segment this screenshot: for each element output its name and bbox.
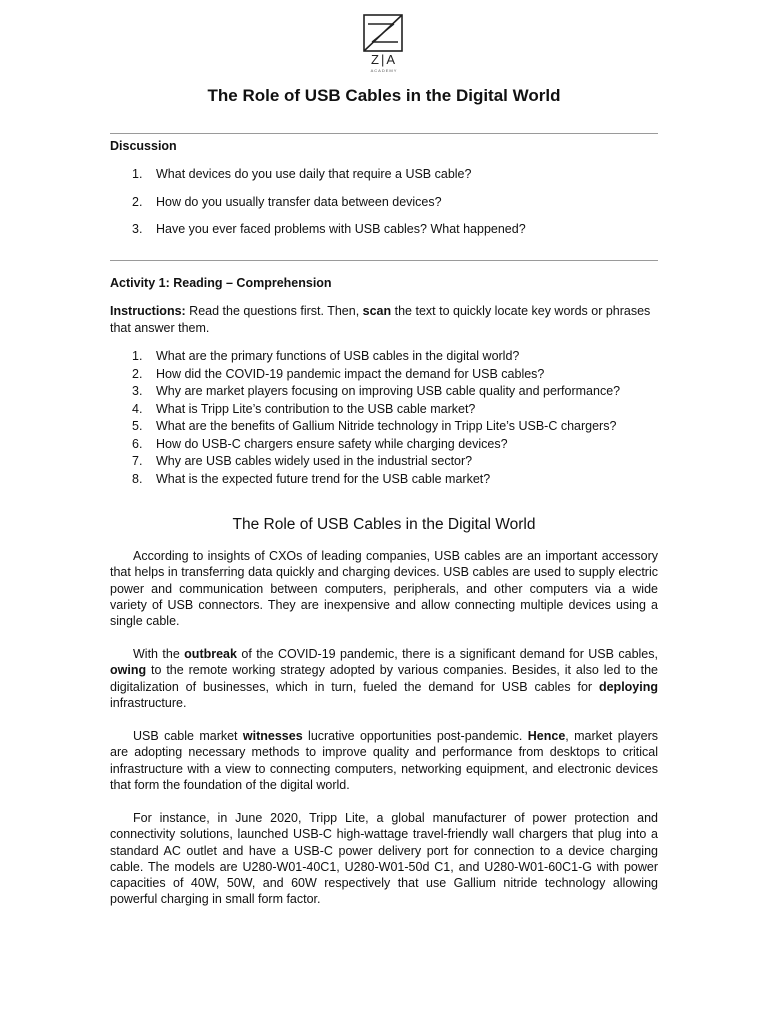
p3-keyword-hence: Hence [527, 729, 566, 743]
p2-keyword-outbreak: outbreak [184, 647, 237, 661]
list-item-text: What are the primary functions of USB cables in the digital world? [156, 349, 520, 363]
list-item-text: Why are USB cables widely used in the industrial sector? [156, 454, 473, 468]
list-item-text: How did the COVID-19 pandemic impact the demand for USB cables? [156, 366, 545, 381]
logo-letters: Z|A [371, 52, 397, 67]
list-item-number: 2. [132, 194, 143, 209]
list-item [110, 221, 658, 249]
list-item-text: How do USB-C chargers ensure safety while charging devices? [156, 436, 508, 451]
p2-segment: With the [133, 647, 185, 661]
zia-academy-logo [361, 12, 407, 80]
logo-subtitle: ACADEMY [370, 68, 398, 73]
p3-segment: , market players are adopting necessary methods to improve quality and performance from desktops to critical infrastructure with a view to connecting computers, networking equipment, and electronic devices that form the foundation of the digital world. [110, 729, 658, 792]
list-item-number: 7. [132, 454, 143, 468]
list-item-number: 4. [132, 401, 143, 416]
p2-keyword-deploying: deploying [598, 679, 658, 694]
instructions-part1: Read the questions first. Then, [185, 304, 363, 318]
p3-keyword-witnesses: witnesses [242, 729, 303, 743]
p3-segment: lucrative opportunities post-pandemic. [302, 729, 528, 743]
list-item-text: What devices do you use daily that require a USB cable? [156, 167, 472, 181]
list-item-text: What is the expected future trend for the USB cable market? [156, 471, 491, 486]
activity-heading: Activity 1: Reading – Comprehension [110, 276, 332, 290]
p2-segment: to the remote working strategy adopted by various companies. Besides, it also led to the digitalization of businesses, which in turn, fueled the demand for USB cables for [110, 663, 658, 694]
list-item-number: 3. [132, 222, 143, 236]
p2-keyword-owing: owing [110, 663, 147, 678]
p3-segment: USB cable market [133, 729, 243, 743]
page-title: The Role of USB Cables in the Digital World [207, 86, 561, 105]
list-item [110, 348, 658, 366]
list-item [110, 383, 658, 401]
list-item-text: Why are market players focusing on improving USB cable quality and performance? [156, 384, 621, 398]
zia-logo-mark-icon [363, 14, 403, 52]
discussion-list [110, 166, 658, 249]
list-item-number: 2. [132, 366, 143, 381]
activity-question-list [110, 348, 658, 488]
list-item-number: 3. [132, 384, 143, 398]
article-paragraph-2 [110, 646, 658, 711]
list-item-text: Have you ever faced problems with USB cables? What happened? [156, 222, 526, 236]
list-item-number: 1. [132, 167, 143, 181]
list-item-number: 5. [132, 419, 143, 433]
list-item [110, 436, 658, 454]
list-item-text: What is Tripp Lite’s contribution to the USB cable market? [156, 401, 476, 416]
list-item [110, 418, 658, 436]
list-item-text: What are the benefits of Gallium Nitride technology in Tripp Lite’s USB-C chargers? [156, 419, 617, 433]
divider-middle [110, 260, 658, 261]
discussion-heading: Discussion [110, 139, 177, 153]
list-item-text: How do you usually transfer data between devices? [156, 194, 442, 209]
article-paragraph-4: For instance, in June 2020, Tripp Lite, a global manufacturer of power protection and connectivity solutions, launched USB-C high-wattage travel-friendly wall chargers that plug into a standard AC outlet and have a USB-C power delivery port for connection to a device charging cable. The models are U280-W01-40C1, U280-W01-50d C1, and U280-W01-60C1-G with power capacities of 40W, 50W, and 60W respectively that use Gallium nitride technology allowing powerful charging in small form factor. [110, 811, 658, 907]
instructions-lead: Instructions: [110, 304, 186, 318]
list-item [110, 471, 658, 489]
article-title: The Role of USB Cables in the Digital World [232, 516, 536, 533]
divider-top [110, 133, 658, 134]
p2-segment: infrastructure. [110, 695, 187, 710]
list-item [110, 194, 658, 222]
list-item [110, 401, 658, 419]
list-item [110, 366, 658, 384]
instructions-scan-keyword: scan [362, 304, 392, 318]
p2-segment: of the COVID-19 pandemic, there is a significant demand for USB cables, [236, 647, 658, 661]
article-paragraph-3 [110, 728, 658, 793]
instructions-text [110, 303, 658, 337]
list-item [110, 453, 658, 471]
list-item-number: 8. [132, 471, 143, 486]
article-paragraph-1: According to insights of CXOs of leading companies, USB cables are an important accessory that helps in transferring data quickly and charging devices. USB cables are used to supply electric power and communication between computers, peripherals, and other computers via a wide variety of USB connectors. They are inexpensive and allow connecting multiple devices using a single cable. [110, 549, 658, 629]
instructions-part2: the text to quickly locate key words or phrases that answer them. [110, 304, 651, 335]
list-item-number: 6. [132, 436, 143, 451]
list-item [110, 166, 658, 194]
list-item-number: 1. [132, 349, 143, 363]
